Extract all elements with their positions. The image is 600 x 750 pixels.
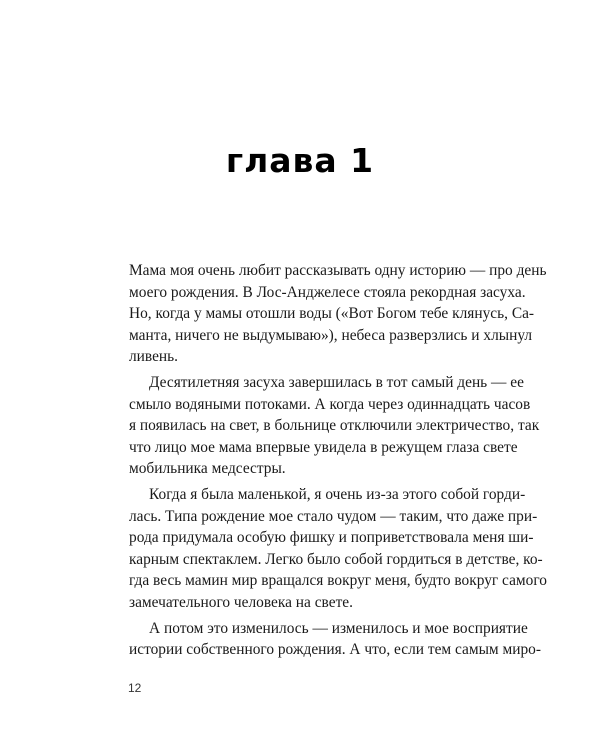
text-line: Десятилетняя засуха завершилась в тот самый день — ее (149, 373, 524, 391)
text-line: Но, когда у мамы отошли воды («Вот Богом тебе клянусь, Са- (129, 305, 535, 323)
paragraph (129, 260, 547, 368)
text-line: ливень. (129, 348, 179, 366)
text-line: моего рождения. В Лос-Анджелесе стояла рекордная засуха. (129, 283, 526, 301)
text-line: гда весь мамин мир вращался вокруг меня, будто вокруг самого (129, 572, 547, 590)
text-line: что лицо мое мама впервые увидела в режущем глаза свете (129, 438, 518, 456)
chapter-body (129, 260, 547, 661)
page-number: 12 (128, 681, 142, 695)
text-line: А потом это изменилось — изменилось и мое восприятие (149, 619, 528, 637)
text-line: Когда я была маленькой, я очень из-за этого собой горди- (149, 485, 526, 503)
text-line: карным спектаклем. Легко было собой гордиться в детстве, ко- (129, 550, 543, 568)
text-line: истории собственного рождения. А что, если тем самым миро- (129, 641, 541, 659)
text-line: я появилась на свет, в больнице отключили электричество, так (129, 417, 540, 435)
text-line: рода придумала особую фишку и поприветствовала меня ши- (129, 529, 534, 547)
text-line: замечательного человека на свете. (129, 593, 353, 611)
chapter-title: глава 1 (225, 141, 375, 180)
text-line: манта, ничего не выдумываю»), небеса разверзлись и хлынул (129, 326, 533, 344)
paragraph (129, 372, 540, 480)
text-line: Мама моя очень любит рассказывать одну историю — про день (129, 262, 547, 279)
text-line: мобильника медсестры. (129, 460, 286, 478)
text-line: смыло водяными потоками. А когда через одиннадцать часов (129, 395, 531, 413)
paragraph (129, 618, 541, 661)
paragraph (129, 484, 547, 614)
text-line: лась. Типа рождение мое стало чудом — таким, что даже при- (129, 507, 538, 525)
